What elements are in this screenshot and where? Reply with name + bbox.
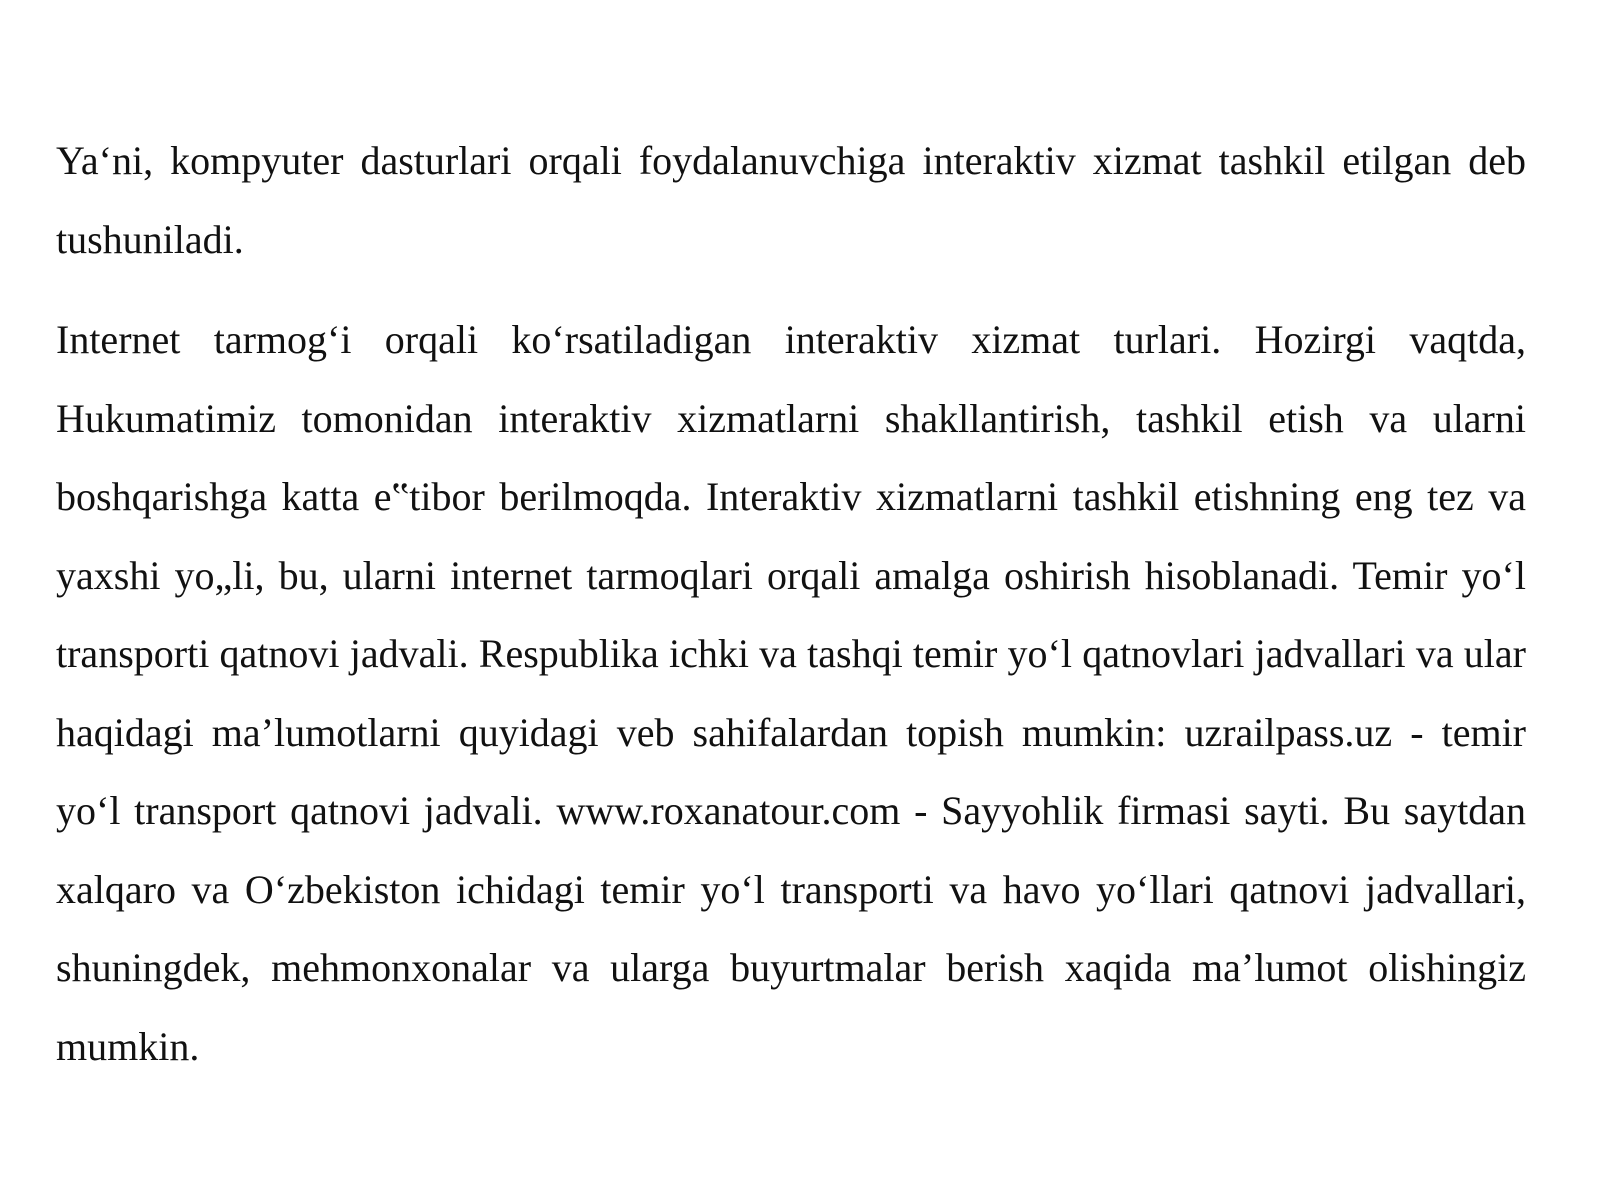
- document-page: [56, 122, 1526, 1086]
- paragraph-interactive-services: Internet tarmog‘i orqali ko‘rsatiladigan interaktiv xizmat turlari. Hozirgi vaqtda, Hukumatimiz tomonidan interaktiv xizmatlarni shakllantirish, tashkil etish va ularni boshqarishga katta e‟tibor berilmoqda. Interaktiv xizmatlarni tashkil etishning eng tez va yaxshi yo„li, bu, ularni internet tarmoqlari orqali amalga oshirish hisoblanadi. Temir yo‘l transporti qatnovi jadvali. Respublika ichki va tashqi temir yo‘l qatnovlari jadvallari va ular haqidagi ma’lumotlarni quyidagi veb sahifalardan topish mumkin: uzrailpass.uz - temir yo‘l transport qatnovi jadvali. www.roxanatour.com - Sayyohlik firmasi sayti. Bu saytdan xalqaro va O‘zbekiston ichidagi temir yo‘l transporti va havo yo‘llari qatnovi jadvallari, shuningdek, mehmonxonalar va ularga buyurtmalar berish xaqida ma’lumot olishingiz mumkin.: [56, 317, 1526, 1069]
- paragraph-intro: Ya‘ni, kompyuter dasturlari orqali foydalanuvchiga interaktiv xizmat tashkil etilgan deb tushuniladi.: [56, 138, 1526, 262]
